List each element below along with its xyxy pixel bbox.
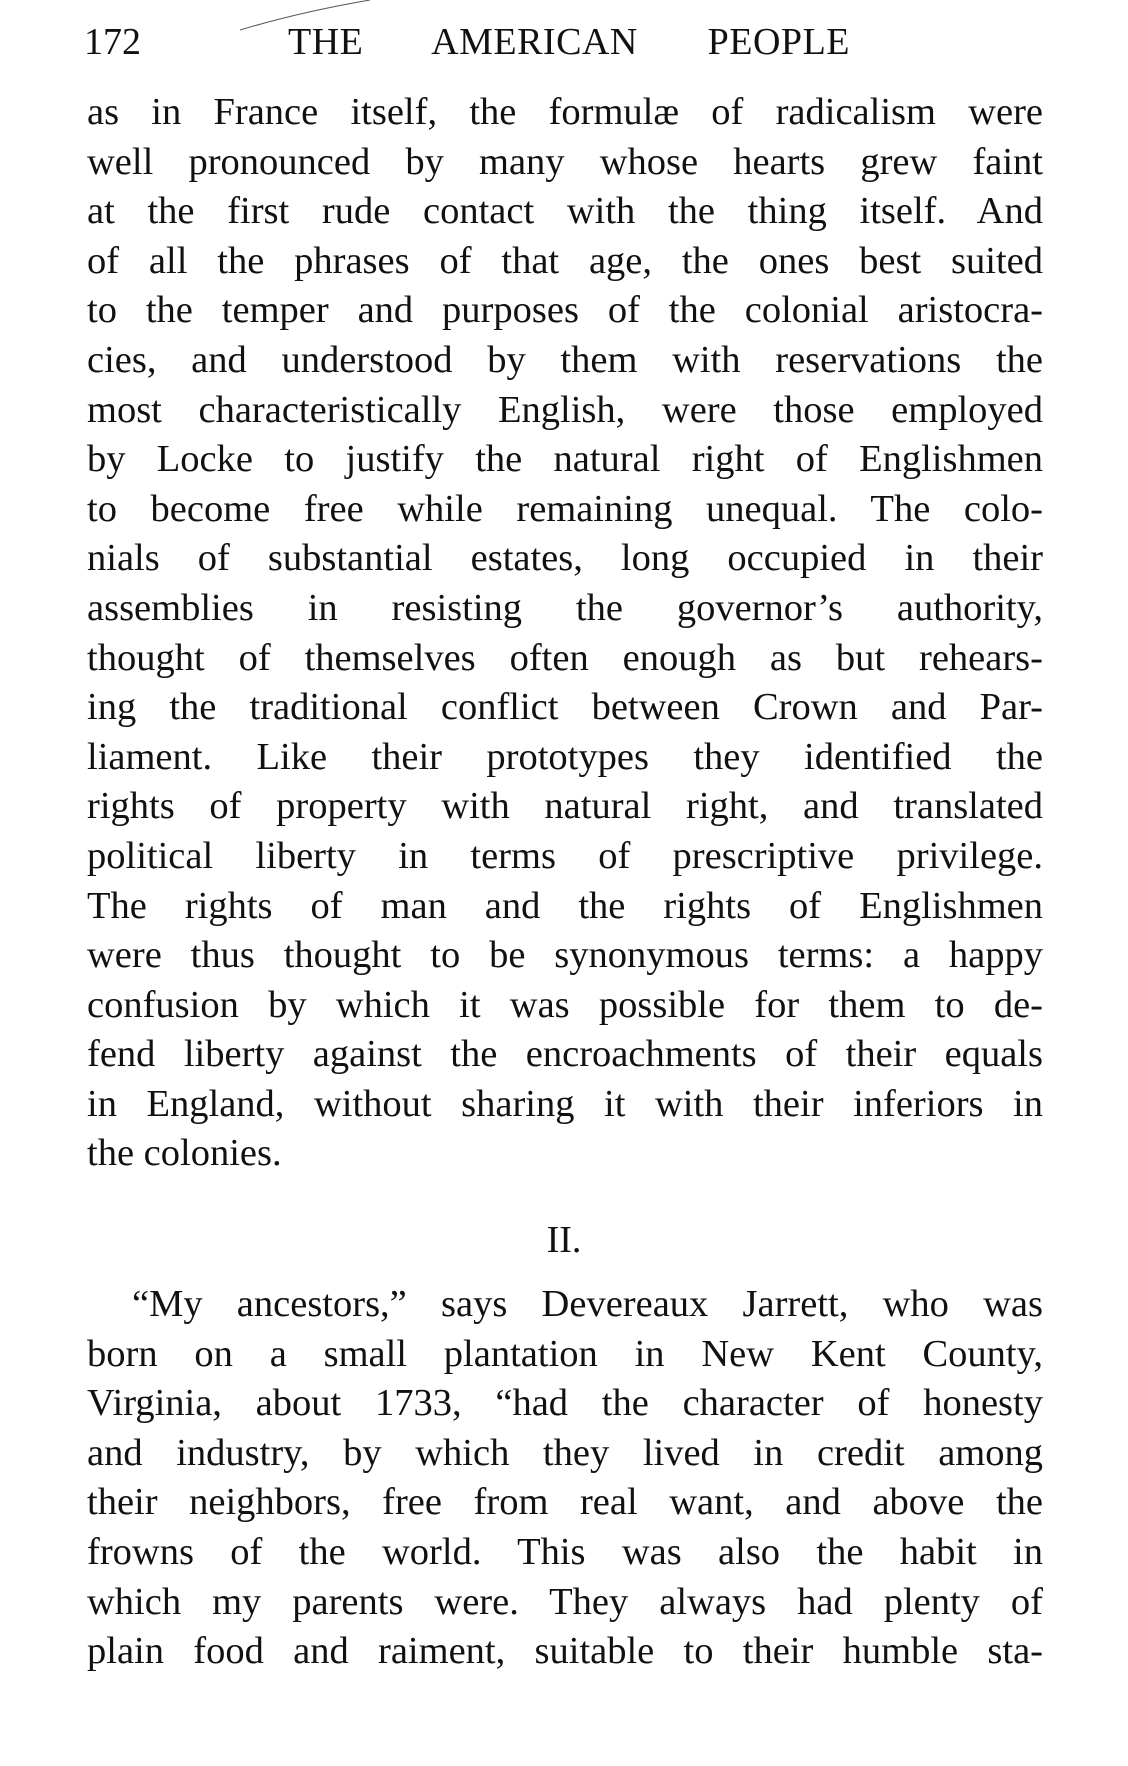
- text-line: as in France itself, the formulæ of radicalism were: [87, 91, 1043, 133]
- text-line: cies, and understood by them with reservations the: [87, 338, 1043, 381]
- text-line: political liberty in terms of prescriptive privilege.: [87, 834, 1043, 877]
- text-line: Virginia, about 1733, “had the character of honesty: [87, 1382, 1043, 1425]
- page-number: 172: [84, 21, 141, 63]
- text-line: “My ancestors,” says Devereaux Jarrett, who was: [132, 1283, 1043, 1325]
- text-line: ing the traditional conflict between Crown and Par-: [87, 686, 1043, 729]
- text-line: the colonies.: [87, 1132, 282, 1175]
- text-line: fend liberty against the encroachments of their equals: [87, 1033, 1043, 1076]
- section-number: II.: [546, 1219, 582, 1261]
- text-line: most characteristically English, were those employed: [87, 388, 1043, 431]
- text-line: of all the phrases of that age, the ones best suited: [87, 239, 1043, 282]
- text-line: to the temper and purposes of the colonial aristocra-: [87, 289, 1043, 332]
- text-line: thought of themselves often enough as but rehears-: [87, 636, 1043, 679]
- text-line: frowns of the world. This was also the habit in: [87, 1530, 1043, 1573]
- text-line: their neighbors, free from real want, and above the: [87, 1481, 1043, 1524]
- text-line: to become free while remaining unequal. The colo-: [87, 487, 1043, 530]
- paragraph-2: [87, 1280, 1043, 1677]
- text-line: were thus thought to be synonymous terms: a happy: [87, 934, 1043, 977]
- text-line: and industry, by which they lived in credit among: [87, 1431, 1043, 1474]
- text-line: confusion by which it was possible for them to de-: [87, 983, 1043, 1026]
- text-line: which my parents were. They always had plenty of: [87, 1580, 1043, 1623]
- text-line: plain food and raiment, suitable to their humble sta-: [87, 1630, 1043, 1673]
- text-line: nials of substantial estates, long occupied in their: [87, 537, 1043, 580]
- text-line: liament. Like their prototypes they identified the: [87, 735, 1043, 778]
- running-title: THE AMERICAN PEOPLE: [288, 21, 850, 63]
- text-line: well pronounced by many whose hearts grew faint: [87, 140, 1043, 183]
- text-line: The rights of man and the rights of Englishmen: [87, 884, 1043, 927]
- text-line: by Locke to justify the natural right of Englishmen: [87, 438, 1043, 481]
- text-line: assemblies in resisting the governor’s authority,: [87, 586, 1043, 629]
- paragraph-1: [87, 88, 1043, 1179]
- text-line: in England, without sharing it with their inferiors in: [87, 1082, 1043, 1125]
- text-line: born on a small plantation in New Kent County,: [87, 1332, 1043, 1375]
- text-line: at the first rude contact with the thing itself. And: [87, 190, 1043, 233]
- text-line: rights of property with natural right, and translated: [87, 785, 1043, 828]
